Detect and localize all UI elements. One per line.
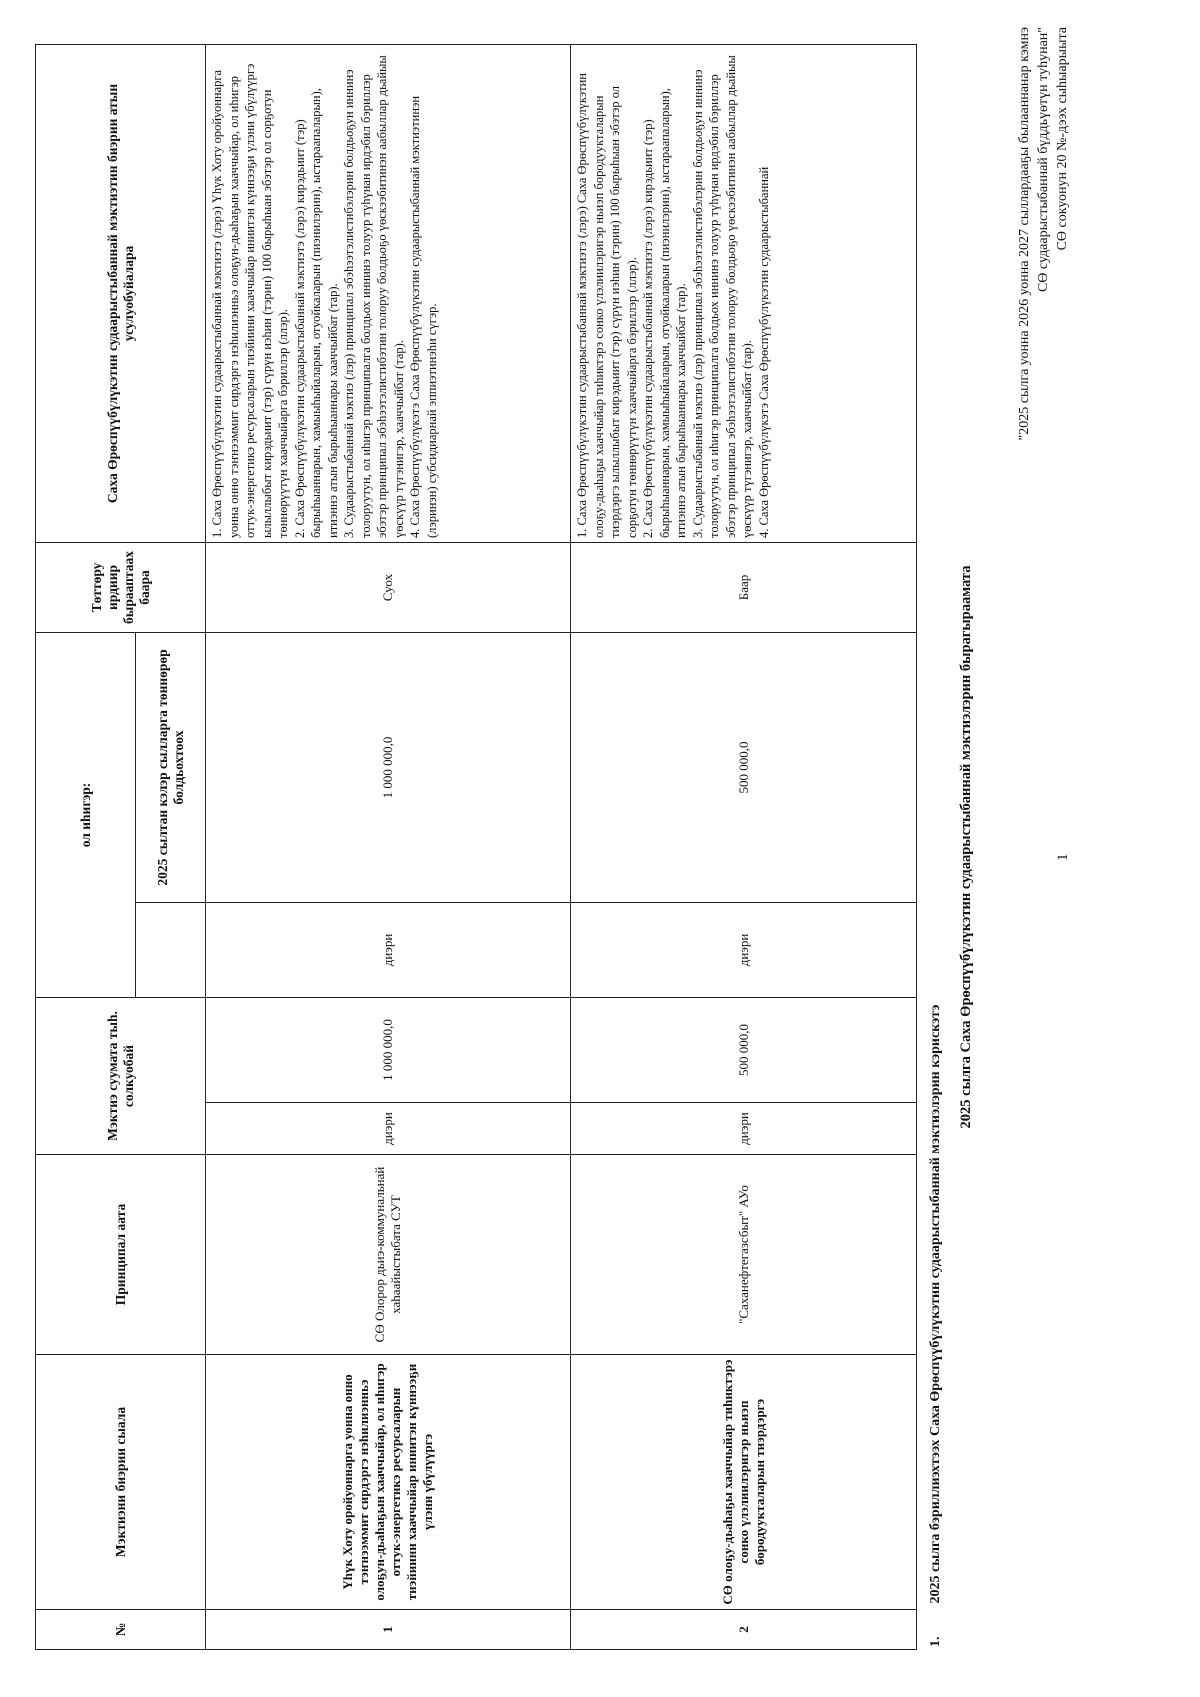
row-including-unit: диэри <box>571 902 917 997</box>
header-including-2025: 2025 сылтан кэлэр сылларга төннөрөр болдьохтоох <box>136 632 206 902</box>
header-purpose: Мэктиэни биэрии сыала <box>36 1355 206 1610</box>
appendix-stamp <box>1015 27 1072 617</box>
appendix-stamp-line2: СӨ судаарыстыбаннай бүддьүөтүн туһунан" <box>1036 27 1051 293</box>
row-purpose: Үһүк Хоту оройуоннарга уонна онно тэҥнээммит сирдэргэ нэһилиэнньэ олоҕун-дьаһаҕын хааччыйар, ол иһигэр оттук-энергетикэ ресурсаларын тиэйиини хааччыйар иниитэн күннээҕи үлэни үбүлүүргэ <box>206 1355 571 1610</box>
header-including-blank <box>136 902 206 997</box>
table-row <box>571 44 917 1649</box>
document-title: 2025 сылга Саха Өрөспүүбүлүкэтин судаарыстыбаннай мэктиэлэрин бырагыраамата <box>958 565 974 1129</box>
appendix-stamp-line1: "2025 сылга уонна 2026 уонна 2027 сыллардааҕы былааннанар кэмнэ <box>1017 27 1032 441</box>
header-principal: Принципал аата <box>36 1155 206 1355</box>
header-conditions: Саха Өрөспүүбүлүкэтин судаарыстыбаннай мэктиэтин биэрии атын усулуобуйалара <box>36 44 206 542</box>
guarantee-table <box>35 44 917 1650</box>
row-conditions <box>206 44 571 542</box>
row-including-unit: диэри <box>206 902 571 997</box>
row-including-2025: 500 000,0 <box>571 632 917 902</box>
section-index: 1. <box>928 1636 943 1647</box>
row-amount-unit: диэри <box>206 1103 571 1155</box>
row-no: 1 <box>206 1610 571 1650</box>
row-amount: 1 000 000,0 <box>206 997 571 1102</box>
appendix-stamp-line3: СӨ сокуонун 20 №-дээх сыһыарыыта <box>1055 27 1070 251</box>
row-amount: 500 000,0 <box>571 997 917 1102</box>
row-conditions-text: 1. Саха Өрөспүүбүлүкэтин судаарыстыбаннай мэктиэтэ (лэрэ) Үһүк Хоту оройуоннарга уонна онно тэҥнээммит сирдэргэ нэһилиэнньэ олоҕун-дьаһаҕын хааччыйар, ол иһигэр оттук-энергетикэ ресурсаларын тиэйиини хааччыйар иниитэн күннээҕи үлэни үбүлүүргэ ылыллыбыт кирэдьиит (тэр) сүрүн иэһин (тэрин) 100 бырыһыан эбэтэр ол сорҕотун төннөрүүтүн хааччыйарга бэриллэр (ллэр). 2. Саха Өрөспүүбүлүкэтин судаарыстыбаннай мэктиэтэ (лэрэ) кирэдьиит (тэр) бырыһыаннарын, хамыыһыйаларын, отуойкаларын (пиэнилэрин), ыстараапаларын), итиэннэ атын бырыһыаннары хааччыйбат (тар). 3. Судаарыстыбаннай мэктиэ (лэр) принципал эбэһээтэлистибэлэрин болдьоҕун иннинэ толоруутун, ол иһигэр принципалга болдьох иннинэ толуур түһүнан ирдэбил бэриллэр эбэтэр принципал эбэһээтэлистибэтин толоруу болдьоҕо үөскээбитинэн аабыллар дьайыы үөскүүр түгэнигэр, хааччыйбат (тар). 4. Саха Өрөспүүбүлүкэтэ Саха Өрөспүүбүлүкэтин судаарыстыбаннай мэктиэтинэн (лэринэн) субсидиарнай эппиэтинэһи сүгэр. <box>210 55 439 538</box>
row-amount-unit: диэри <box>571 1103 917 1155</box>
row-purpose: СӨ олоҕу-дьаһаҕы хааччыйар тиһиктэрэ сонко үлэлиилэригэр ньиэп бородуукталарын тиэрдэргэ <box>571 1355 917 1610</box>
row-conditions-text: 1. Саха Өрөспүүбүлүкэтин судаарыстыбаннай мэктиэтэ (лэрэ) Саха Өрөспүүбүлүкэтин олоҕу-дьаһаҕы хааччыйар тиһиктэрэ сонко үлэлиилэригэр ньиэп бородуукталарын тиэрдэргэ ылыллыбыт кирэдьиит (тэр) сүрүн иэһин (тэрин) 100 бырыһыан эбэтэр ол сорҕотун төннөрүүтүн хааччыйарга бэриллэр (ллэр). 2. Саха Өрөспүүбүлүкэтин судаарыстыбаннай мэктиэтэ (лэрэ) кирэдьиит (тэр) бырыһыаннарын, хамыыһыйаларын, отуойкаларын (пиэнилэрин), ыстараапаларын), итиэннэ атын бырыһыаннары хааччыйбат (тар). 3. Судаарыстыбаннай мэктиэ (лэр) принципал эбэһээтэлистибэлэрин болдьоҕун иннинэ толоруутун, ол иһигэр принципалга болдьох иннинэ толуур түһүнан ирдэбил бэриллэр эбэтэр принципал эбэһээтэлистибэтин толоруу болдьоҕо үөскээбитинэн аабыллар дьайыы үөскүүр түгэнигэр, хааччыйбат (тар). 4. Саха Өрөспүүбүлүкэтэ Саха Өрөспүүбүлүкэтин судаарыстыбаннай <box>575 55 771 538</box>
header-no: № <box>36 1610 206 1650</box>
row-no: 2 <box>571 1610 917 1650</box>
header-including: ол иһигэр: <box>36 632 136 997</box>
table-row <box>206 44 571 1649</box>
row-principal: СӨ Олорор дьиэ-коммунальнай хаһаайыстыбата СУТ <box>206 1155 571 1355</box>
row-principal: "Саханефтегазсбыт" АУо <box>571 1155 917 1355</box>
page-number: 1 <box>1055 853 1071 861</box>
section-subtitle-text: 2025 сылга бэриллиэхтээх Саха Өрөспүүбүлүкэтин судаарыстыбаннай мэктиэлэрин кэрискэтэ <box>928 1004 943 1604</box>
row-regress: Суох <box>206 542 571 632</box>
header-amount: Мэктиэ суумата тыһ. солкуобай <box>36 997 206 1154</box>
header-regress: Төттөру ирдиир бырааптаах баара <box>36 542 206 632</box>
header-row <box>36 44 136 1649</box>
row-including-2025: 1 000 000,0 <box>206 632 571 902</box>
row-regress: Баар <box>571 542 917 632</box>
section-subtitle <box>928 447 944 1647</box>
row-conditions <box>571 44 917 542</box>
